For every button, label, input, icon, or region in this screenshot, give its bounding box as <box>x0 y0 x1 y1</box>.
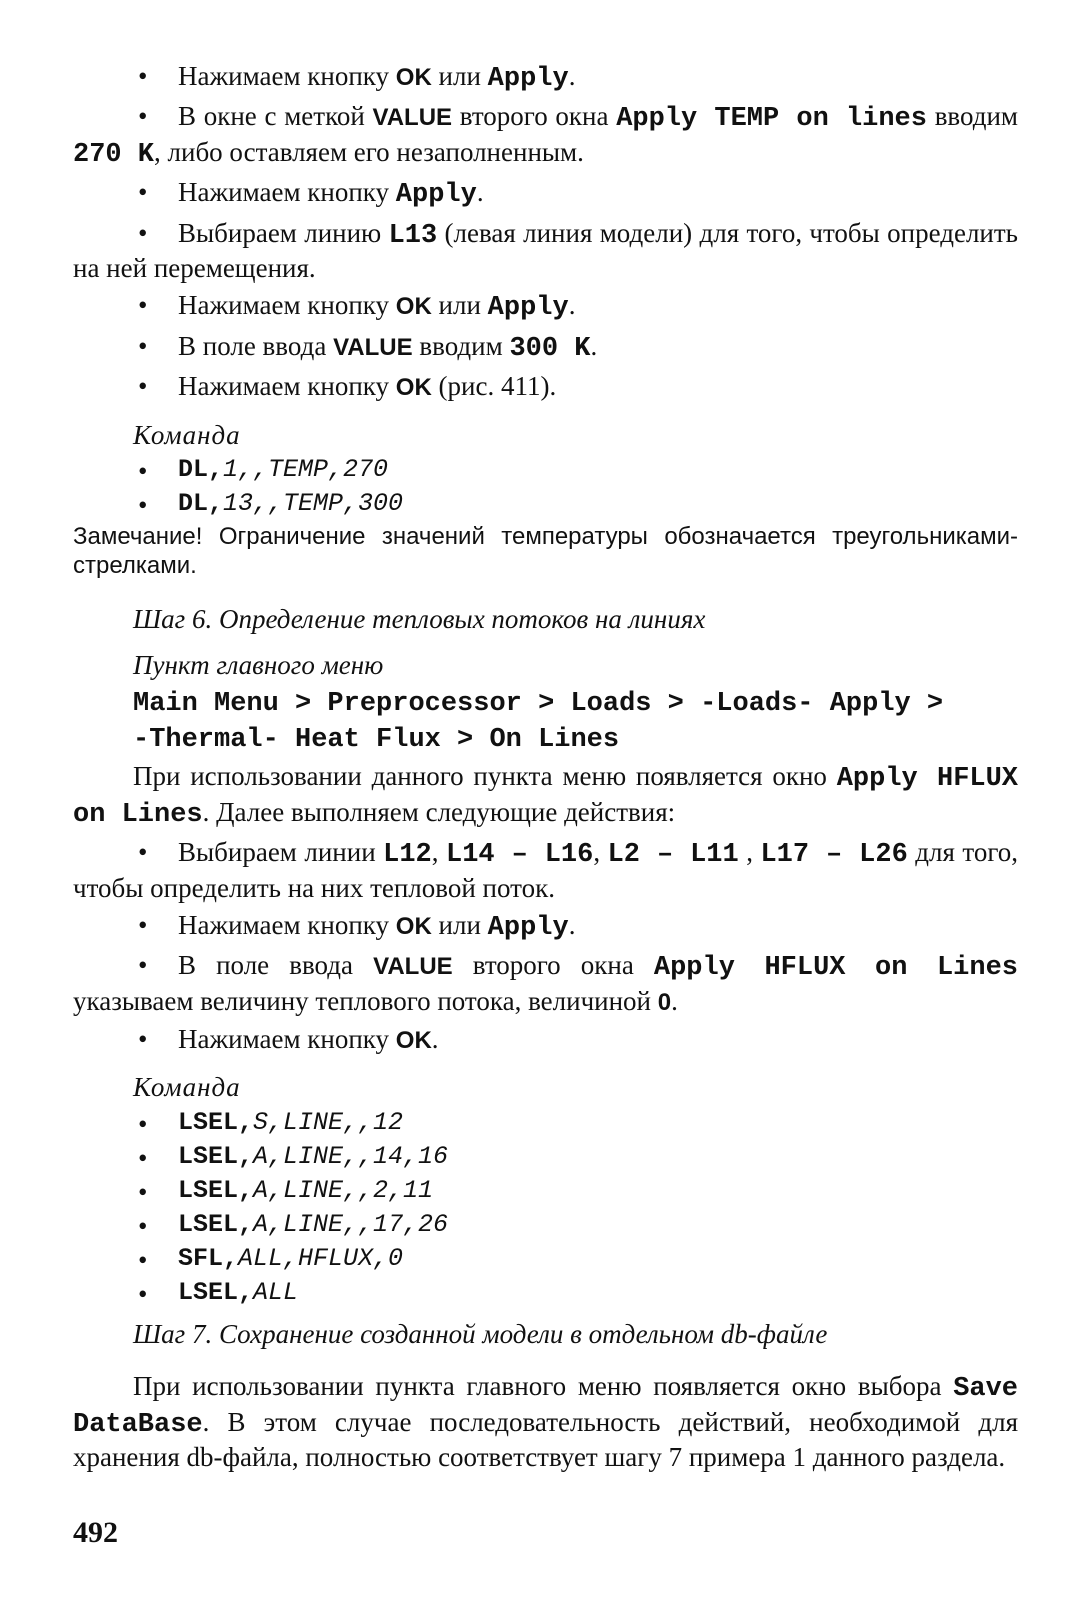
paragraph: При использовании пункта главного меню появляется окно выбора Save DataBase. В этом случае последовательность действий, необходимой для хранения db-файла, полностью соответствует шагу 7 примера 1 данного раздела. <box>73 1371 1018 1472</box>
list-item: • Нажимаем кнопку OK (рис. 411). <box>73 370 1018 403</box>
command-line: • DL,13,,TEMP,300 <box>73 489 1018 519</box>
list-item: • Нажимаем кнопку OK или Apply. <box>73 289 1018 324</box>
step-heading: Шаг 6. Определение тепловых потоков на линиях <box>133 603 706 634</box>
list-item: • Нажимаем кнопку OK или Apply. <box>73 60 1018 95</box>
menu-path: -Thermal- Heat Flux > On Lines <box>133 725 620 756</box>
menu-path: Main Menu > Preprocessor > Loads > -Loads- Apply > <box>133 688 944 719</box>
list-item: • Нажимаем кнопку OK. <box>73 1023 1018 1056</box>
list-item: • В поле ввода VALUE второго окна Apply HFLUX on Lines указываем величину теплового потока, величиной 0. <box>73 949 1018 1017</box>
command-heading: Команда <box>133 419 241 450</box>
command-line: • LSEL,A,LINE,,14,16 <box>73 1142 1018 1172</box>
list-item: • Выбираем линию L13 (левая линия модели) для того, чтобы определить на ней перемещения. <box>73 217 1018 285</box>
command-line: • LSEL,A,LINE,,2,11 <box>73 1176 1018 1206</box>
list-item: • В окне с меткой VALUE второго окна Apply TEMP on lines вводим 270 K, либо оставляем его незаполненным. <box>73 100 1018 171</box>
page-number: 492 <box>73 1516 118 1549</box>
list-item: • Нажимаем кнопку OK или Apply. <box>73 909 1018 944</box>
paragraph: При использовании данного пункта меню появляется окно Apply HFLUX on Lines. Далее выполняем следующие действия: <box>73 761 1019 830</box>
command-line: • SFL,ALL,HFLUX,0 <box>73 1244 1018 1274</box>
command-line: • LSEL,A,LINE,,17,26 <box>73 1210 1018 1240</box>
note-text: Замечание! Ограничение значений температуры обозначается треугольниками-стрелками. <box>73 523 1018 580</box>
command-line: • LSEL,S,LINE,,12 <box>73 1108 1018 1138</box>
list-item: • Нажимаем кнопку Apply. <box>73 176 1018 211</box>
page-content <box>73 60 1018 1478</box>
list-item: • Выбираем линии L12, L14 – L16, L2 – L11 , L17 – L26 для того, чтобы определить на них тепловой поток. <box>73 836 1018 904</box>
step-heading: Шаг 7. Сохранение созданной модели в отдельном db-файле <box>133 1318 828 1349</box>
menu-heading: Пункт главного меню <box>133 650 384 681</box>
command-heading: Команда <box>133 1072 241 1103</box>
list-item: • В поле ввода VALUE вводим 300 K. <box>73 330 1018 365</box>
command-line: • LSEL,ALL <box>73 1278 1018 1308</box>
command-line: • DL,1,,TEMP,270 <box>73 455 1018 485</box>
